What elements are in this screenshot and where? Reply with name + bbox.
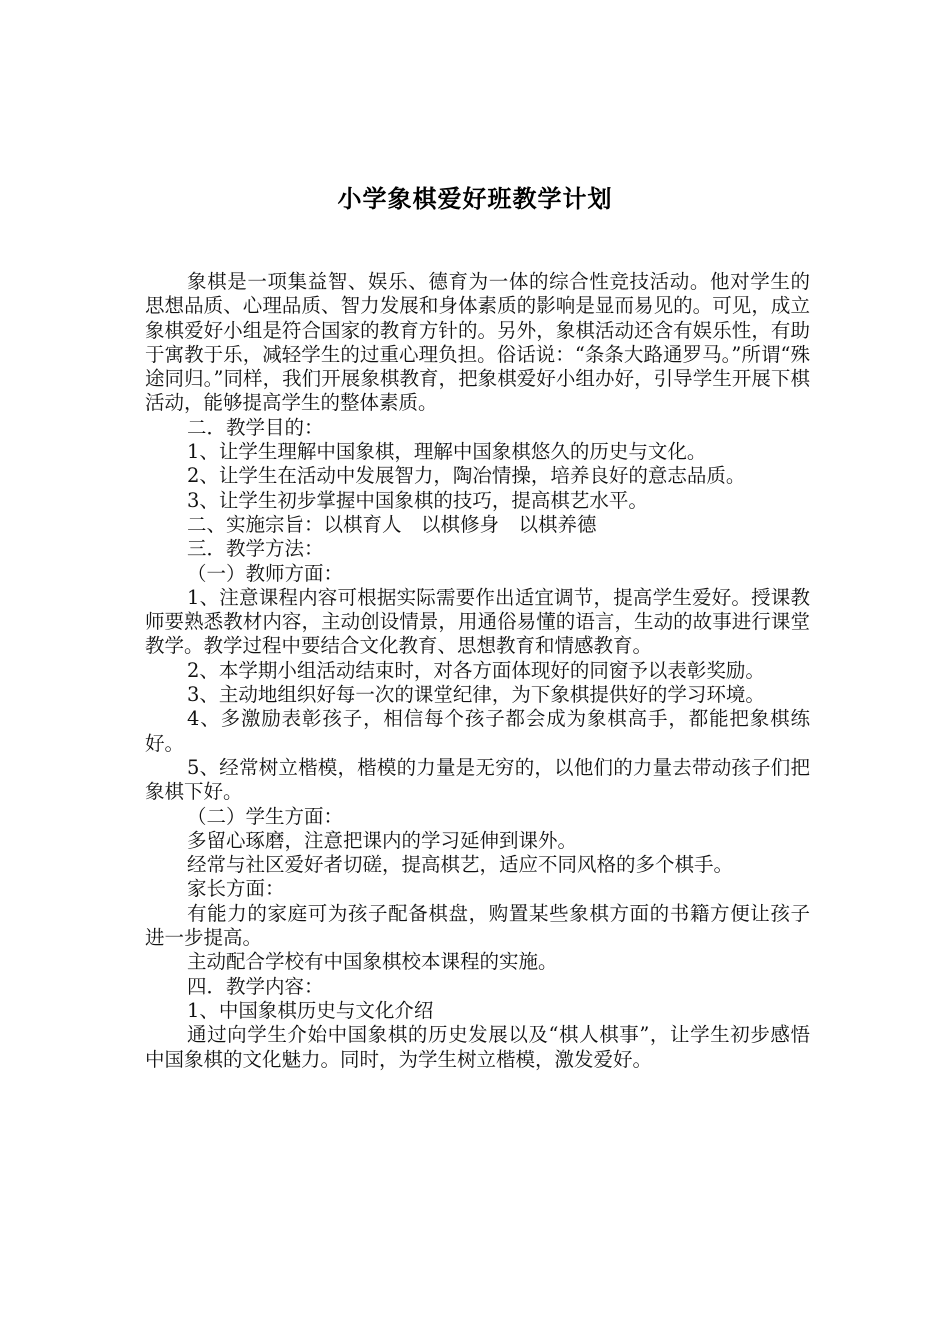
section-heading-teaching-methods: 三．教学方法： (187, 537, 324, 561)
goal-item: 1、让学生理解中国象棋，理解中国象棋悠久的历史与文化。 (187, 440, 707, 464)
method-item: 2、本学期小组活动结束时，对各方面体现好的同窗予以表彰奖励。 (187, 658, 765, 682)
subsection-heading-student: （二）学生方面： (187, 804, 344, 828)
goal-item: 3、让学生初步掌握中国象棋的技巧，提高棋艺水平。 (187, 488, 648, 512)
document-body (145, 270, 810, 1072)
section-heading-purpose: 二、实施宗旨：以棋育人 以棋修身 以棋养德 (187, 512, 597, 536)
subsection-heading-parents: 家长方面： (187, 877, 285, 901)
intro-paragraph: 象棋是一项集益智、娱乐、德育为一体的综合性竞技活动。他对学生的思想品质、心理品质、智力发展和身体素质的影响是显而易见的。可见，成立象棋爱好小组是符合国家的教育方针的。另外，象棋活动还含有娱乐性，有助于寓教于乐，减轻学生的过重心理负担。俗话说：“条条大路通罗马。”所谓“殊途同归。”同样，我们开展象棋教育，把象棋爱好小组办好，引导学生开展下棋活动，能够提高学生的整体素质。 (145, 270, 810, 415)
parent-item: 主动配合学校有中国象棋校本课程的实施。 (187, 950, 558, 974)
method-item: 4、多激励表彰孩子，相信每个孩子都会成为象棋高手，都能把象棋练好。 (145, 707, 810, 755)
method-item: 3、主动地组织好每一次的课堂纪律，为下象棋提供好的学习环境。 (187, 683, 765, 707)
document-title: 小学象棋爱好班教学计划 (337, 185, 613, 213)
content-item-text: 通过向学生介始中国象棋的历史发展以及“棋人棋事”，让学生初步感悟中国象棋的文化魅力。同时，为学生树立楷模，激发爱好。 (145, 1023, 810, 1071)
section-heading-teaching-content: 四．教学内容： (187, 974, 324, 998)
student-item: 经常与社区爱好者切磋，提高棋艺，适应不同风格的多个棋手。 (187, 853, 734, 877)
goal-item: 2、让学生在活动中发展智力，陶冶情操，培养良好的意志品质。 (187, 464, 746, 488)
content-item-heading: 1、中国象棋历史与文化介绍 (187, 998, 434, 1022)
student-item: 多留心琢磨，注意把课内的学习延伸到课外。 (187, 828, 578, 852)
subsection-heading-teacher: （一）教师方面： (187, 561, 344, 585)
section-heading-teaching-goals: 二．教学目的： (187, 415, 324, 439)
method-item: 5、经常树立楷模，楷模的力量是无穷的，以他们的力量去带动孩子们把象棋下好。 (145, 755, 810, 804)
parent-item: 有能力的家庭可为孩子配备棋盘，购置某些象棋方面的书籍方便让孩子进一步提高。 (145, 901, 810, 950)
method-item: 1、注意课程内容可根据实际需要作出适宜调节，提高学生爱好。授课教师要熟悉教材内容，主动创设情景，用通俗易懂的语言，生动的故事进行课堂教学。教学过程中要结合文化教育、思想教育和情感教育。 (145, 585, 810, 658)
